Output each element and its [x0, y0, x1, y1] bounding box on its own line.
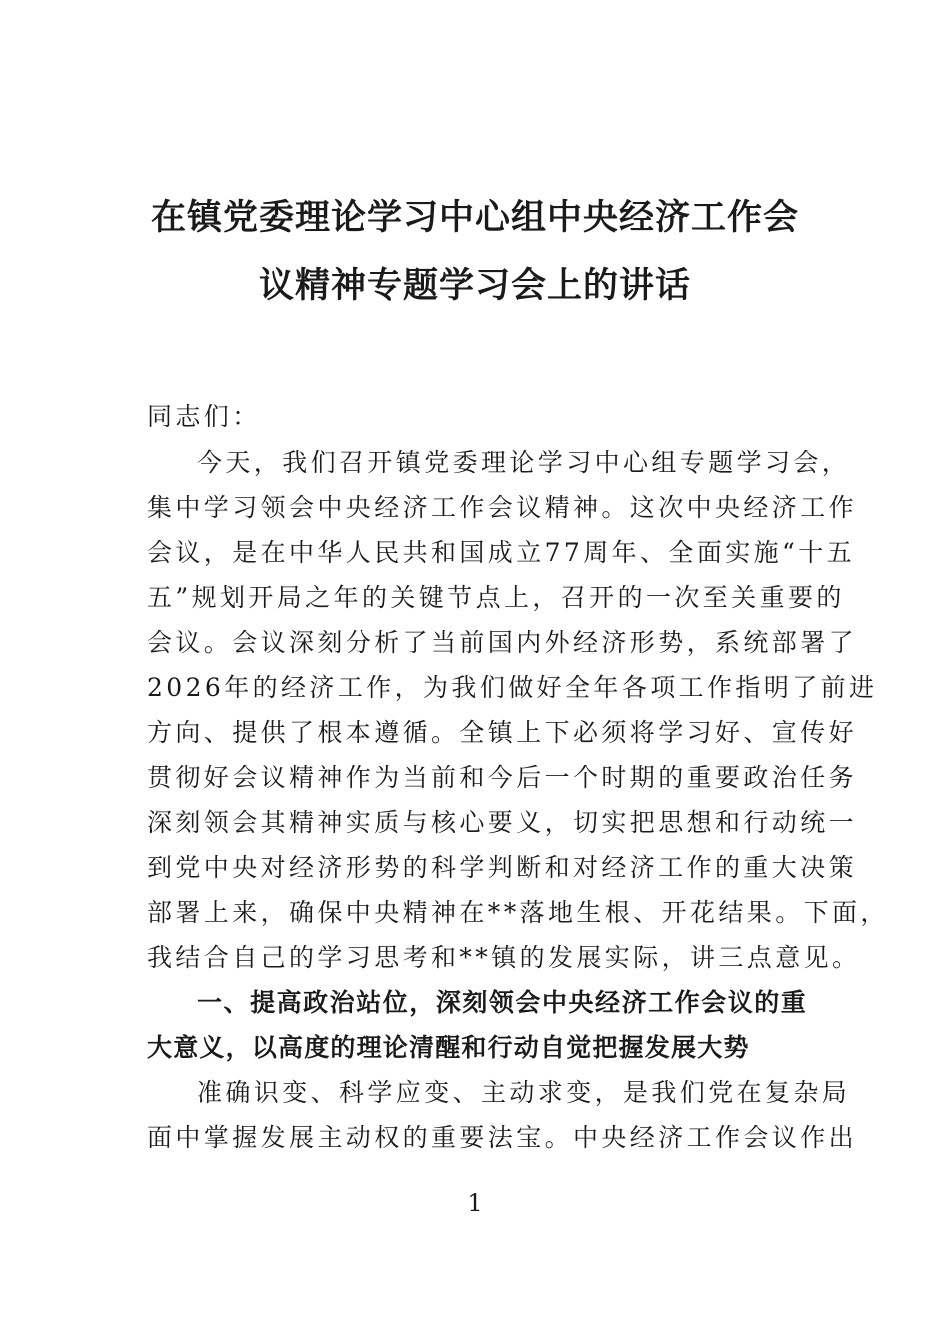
- paragraph-2-line: 面中掌握发展主动权的重要法宝。中央经济工作会议作出: [147, 1123, 858, 1152]
- paragraph-1-line: 五”规划开局之年的关键节点上，召开的一次至关重要的: [147, 583, 845, 612]
- section-1-heading-line: 一、提高政治站位，深刻领会中央经济工作会议的重: [197, 988, 807, 1017]
- document-title-line-1: 在镇党委理论学习中心组中央经济工作会: [150, 198, 799, 238]
- paragraph-1-line: 会议。会议深刻分析了当前国内外经济形势，系统部署了: [147, 628, 858, 657]
- paragraph-1-line: 到党中央对经济形势的科学判断和对经济工作的重大决策: [147, 853, 858, 882]
- paragraph-1-line: 今天，我们召开镇党委理论学习中心组专题学习会，: [197, 448, 851, 477]
- paragraph-1-line: 2026年的经济工作，为我们做好全年各项工作指明了前进: [147, 673, 878, 702]
- paragraph-1-line: 会议，是在中华人民共和国成立77周年、全面实施“十五: [147, 538, 855, 567]
- section-1-heading-line: 大意义，以高度的理论清醒和行动自觉把握发展大势: [147, 1033, 750, 1062]
- document-title-line-2: 议精神专题学习会上的讲话: [258, 266, 691, 306]
- paragraph-1-line: 我结合自己的学习思考和**镇的发展实际，讲三点意见。: [147, 943, 861, 972]
- paragraph-1-line: 集中学习领会中央经济工作会议精神。这次中央经济工作: [147, 493, 858, 522]
- salutation: 同志们：: [147, 402, 261, 431]
- page-number: 1: [467, 1189, 483, 1217]
- paragraph-1-line: 深刻领会其精神实质与核心要义，切实把思想和行动统一: [147, 808, 858, 837]
- paragraph-1-line: 方向、提供了根本遵循。全镇上下必须将学习好、宣传好: [147, 718, 858, 747]
- paragraph-1-line: 贯彻好会议精神作为当前和今后一个时期的重要政治任务: [147, 763, 858, 792]
- paragraph-1-line: 部署上来，确保中央精神在**落地生根、开花结果。下面，: [147, 898, 889, 927]
- paragraph-2-line: 准确识变、科学应变、主动求变，是我们党在复杂局: [197, 1078, 851, 1107]
